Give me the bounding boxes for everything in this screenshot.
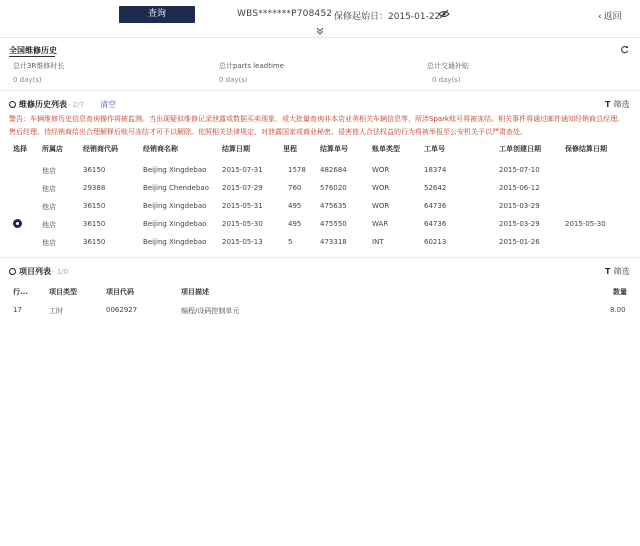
cell-settle-date: 2015-05-30 — [222, 220, 263, 228]
cell-settle-date: 2015-07-29 — [222, 184, 263, 192]
col-settle-date: 结算日期 — [222, 145, 250, 153]
cell-settle-date: 2015-07-31 — [222, 166, 263, 174]
col-store: 所属店 — [42, 145, 63, 153]
col-order-date: 工单创建日期 — [499, 145, 541, 153]
back-label: 返回 — [603, 12, 622, 22]
cell-mileage: 1578 — [288, 166, 306, 174]
cell-store: 他店 — [42, 185, 56, 193]
item-type: 工时 — [49, 307, 63, 315]
summary-title: 全国维修历史 — [9, 46, 57, 55]
back-button[interactable] — [598, 9, 622, 22]
chevron-left-icon: ‹ — [598, 12, 602, 22]
cell-dealer-name: Beijing Chendebao — [143, 184, 209, 192]
cell-mileage: 760 — [288, 184, 302, 192]
cell-bill-type: WAR — [372, 220, 389, 228]
col-warranty-date: 保修结算日期 — [565, 145, 607, 153]
cell-settle-no: 473318 — [320, 238, 347, 246]
cell-dealer-name: Beijing Xingdebao — [143, 202, 207, 210]
summary-value-3r: 0 day(s) — [13, 76, 42, 84]
cell-dealer-name: Beijing Xingdebao — [143, 166, 207, 174]
eye-off-icon[interactable] — [438, 9, 450, 19]
col-bill-type: 账单类型 — [372, 145, 400, 153]
cell-settle-no: 482684 — [320, 166, 347, 174]
summary-label-3r: 总计3R维修时长 — [13, 62, 65, 70]
section-dot-icon — [9, 268, 16, 275]
col-item-desc: 项目描述 — [181, 288, 209, 296]
table-row[interactable] — [0, 216, 640, 234]
cell-dealer-code: 36150 — [83, 202, 106, 210]
query-button[interactable]: 查询 — [119, 6, 195, 23]
item-list-title: 项目列表 - 1/0 — [9, 266, 68, 277]
cell-order-date: 2015-06-12 — [499, 184, 540, 192]
cell-mileage: 495 — [288, 220, 302, 228]
table-row[interactable] — [0, 198, 640, 216]
item-qty: 8.00 — [610, 306, 626, 314]
cell-mileage: 495 — [288, 202, 302, 210]
item-filter-button[interactable]: T 筛选 — [605, 267, 630, 276]
cell-bill-type: WOR — [372, 202, 390, 210]
table-row[interactable] — [0, 162, 640, 180]
refresh-icon[interactable] — [620, 45, 629, 54]
cell-settle-no: 475635 — [320, 202, 347, 210]
cell-order-date: 2015-07-10 — [499, 166, 540, 174]
section-dot-icon — [9, 101, 16, 108]
item-code: 0062927 — [106, 306, 138, 314]
cell-order-date: 2015-03-29 — [499, 220, 540, 228]
cell-dealer-name: Beijing Xingdebao — [143, 238, 207, 246]
row-radio-selected[interactable] — [13, 219, 22, 228]
filter-icon: T — [605, 100, 611, 109]
cell-bill-type: WOR — [372, 166, 390, 174]
filter-icon: T — [605, 267, 611, 276]
cell-store: 他店 — [42, 221, 56, 229]
col-settle-no: 结算单号 — [320, 145, 348, 153]
clear-link[interactable]: 清空 — [100, 100, 116, 109]
col-dealer-code: 经销商代码 — [83, 145, 118, 153]
cell-bill-type: WOR — [372, 184, 390, 192]
cell-store: 他店 — [42, 239, 56, 247]
cell-order-no: 52642 — [424, 184, 447, 192]
cell-order-no: 60213 — [424, 238, 447, 246]
col-mileage: 里程 — [283, 145, 297, 153]
cell-order-date: 2015-01-26 — [499, 238, 540, 246]
divider — [0, 37, 640, 38]
cell-order-no: 64736 — [424, 202, 447, 210]
col-item-code: 项目代码 — [106, 288, 134, 296]
col-dealer-name: 经销商名称 — [143, 145, 178, 153]
col-line: 行... — [13, 288, 28, 296]
col-qty: 数量 — [613, 288, 627, 296]
cell-order-date: 2015-03-29 — [499, 202, 540, 210]
repair-list-count: - 2/7 — [68, 100, 85, 109]
cell-store: 他店 — [42, 167, 56, 175]
col-item-type: 项目类型 — [49, 288, 77, 296]
cell-order-no: 64736 — [424, 220, 447, 228]
cell-store: 他店 — [42, 203, 56, 211]
summary-label-parts: 总计parts leadtime — [219, 62, 285, 70]
summary-underline — [9, 56, 55, 57]
table-row[interactable] — [0, 234, 640, 252]
cell-bill-type: INT — [372, 238, 384, 246]
cell-order-no: 18374 — [424, 166, 447, 174]
item-list-count: - 1/0 — [52, 267, 69, 276]
repair-filter-button[interactable]: T 筛选 — [605, 100, 630, 109]
summary-label-traffic: 总计交通补贴 — [427, 62, 469, 70]
warning-text: 警告：车辆维修历史信息查询操作将被监测。当出现疑似维修记录泄露或数据买卖现象，或大批量查询非本店业务相关车辆信息等，所涉Spark账号将被冻结。相关事件将通过邮件通知经销商总经理、售后经理。待经销商给出合理解释后账号冻结才可予以解除。依照相关法律规定，对泄露国家或商业秘密、侵害他人合法权益的行为将被举报至公安机关予以严肃查处。 — [9, 115, 625, 136]
cell-dealer-code: 29388 — [83, 184, 106, 192]
cell-settle-date: 2015-05-31 — [222, 202, 263, 210]
col-select: 选择 — [13, 145, 27, 153]
cell-dealer-code: 36150 — [83, 220, 106, 228]
table-row[interactable] — [0, 180, 640, 198]
cell-dealer-code: 36150 — [83, 166, 106, 174]
cell-dealer-name: Beijing Xingdebao — [143, 220, 207, 228]
cell-settle-date: 2015-05-13 — [222, 238, 263, 246]
cell-settle-no: 475550 — [320, 220, 347, 228]
warranty-start-label: 保修起始日：2015-01-22 — [334, 12, 441, 22]
vin-label: WBS*******P708452 — [237, 9, 333, 19]
divider — [0, 90, 640, 91]
summary-value-parts: 0 day(s) — [219, 76, 248, 84]
cell-warranty-date: 2015-05-30 — [565, 220, 606, 228]
summary-value-traffic: 0 day(s) — [432, 76, 461, 84]
cell-settle-no: 576020 — [320, 184, 347, 192]
repair-list-title: 维修历史列表 - 2/7 — [9, 99, 84, 110]
col-order-no: 工单号 — [424, 145, 445, 153]
item-desc: 编程/设码控制单元 — [181, 307, 240, 315]
item-line: 17 — [13, 306, 22, 314]
cell-mileage: 5 — [288, 238, 293, 246]
collapse-chevron-icon[interactable] — [314, 26, 326, 36]
divider — [0, 257, 640, 258]
cell-dealer-code: 36150 — [83, 238, 106, 246]
